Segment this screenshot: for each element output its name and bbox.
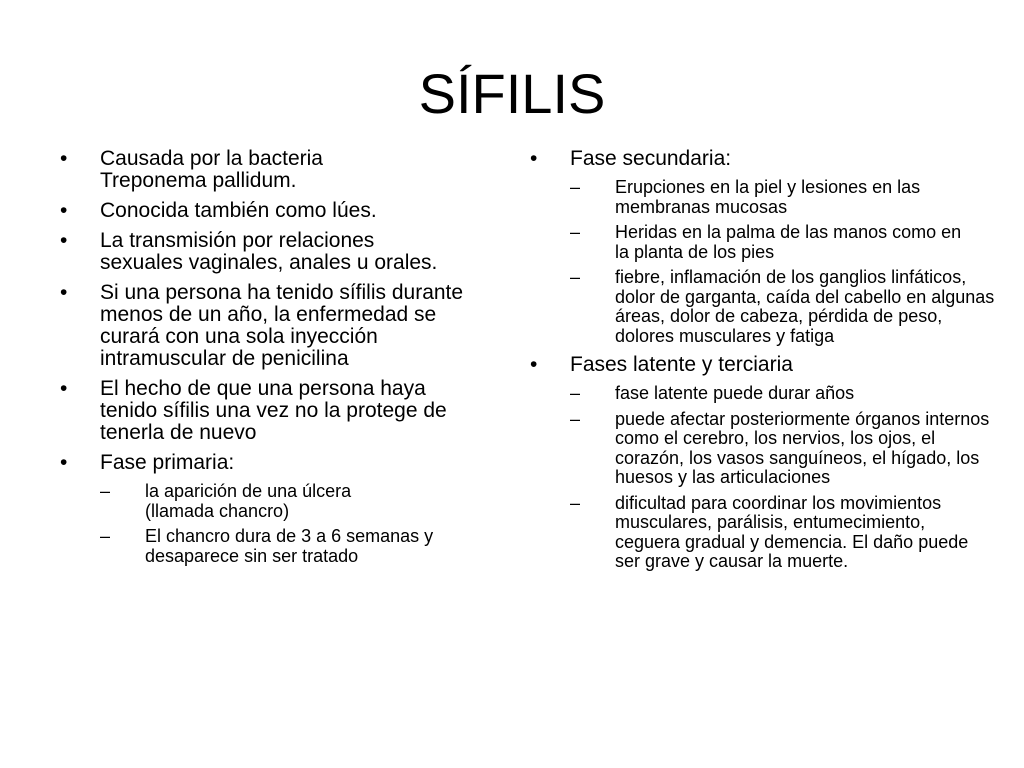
sublist-item-text: El chancro dura de 3 a 6 semanas y desaparece sin ser tratado xyxy=(145,526,434,566)
sublist-item-text: dificultad para coordinar los movimientos musculares, parálisis, entumecimiento, ceguera gradual y demencia. El daño puede ser grave y causar la muerte. xyxy=(615,492,969,571)
list-item-text: Si una persona ha tenido sífilis durante menos de un año, la enfermedad se curará con una sola inyección intramuscular de penicilina xyxy=(100,281,464,370)
list-item xyxy=(60,282,470,370)
list-item-text: Causada por la bacteria Treponema pallidum. xyxy=(100,147,323,192)
dash-icon: – xyxy=(570,383,581,403)
list-item xyxy=(530,148,1010,346)
sublist-item xyxy=(570,384,975,404)
sublist xyxy=(570,384,1010,572)
left-column-list xyxy=(60,148,500,574)
bullet-icon: • xyxy=(530,353,538,376)
list-item-text: La transmisión por relaciones sexuales vaginales, anales u orales. xyxy=(100,229,438,274)
list-item-text: Fases latente y terciaria xyxy=(570,353,793,376)
sublist-item xyxy=(100,482,415,521)
list-item-text: Fase secundaria: xyxy=(570,147,732,170)
sublist-item-text: puede afectar posteriormente órganos internos como el cerebro, los nervios, los ojos, el corazón, los vasos sanguíneos, el hígado, los huesos y las articulaciones xyxy=(615,408,990,487)
bullet-icon: • xyxy=(530,147,538,170)
sublist-item xyxy=(100,527,505,566)
sublist-item-text: Erupciones en la piel y lesiones en las membranas mucosas xyxy=(615,177,921,217)
sublist-item xyxy=(570,410,995,488)
list-item xyxy=(60,230,450,274)
list-item xyxy=(60,148,400,192)
sublist-item-text: fase latente puede durar años xyxy=(615,383,855,403)
sublist-item-text: la aparición de una úlcera (llamada chancro) xyxy=(145,481,352,521)
dash-icon: – xyxy=(100,481,111,501)
sublist-item xyxy=(570,494,985,572)
list-item xyxy=(60,378,470,444)
dash-icon: – xyxy=(100,526,111,546)
list-item-text: Fase primaria: xyxy=(100,451,235,474)
dash-icon: – xyxy=(570,222,581,242)
sublist xyxy=(570,178,1010,346)
dash-icon: – xyxy=(570,177,581,197)
dash-icon: – xyxy=(570,408,581,429)
bullet-icon: • xyxy=(60,451,68,474)
dash-icon: – xyxy=(570,492,581,513)
sublist-item xyxy=(570,178,955,217)
list-item xyxy=(530,354,1010,572)
list-item xyxy=(60,452,500,566)
sublist-item xyxy=(570,223,975,262)
sublist-item-text: Heridas en la palma de las manos como en la planta de los pies xyxy=(615,222,962,262)
slide-title: SÍFILIS xyxy=(418,62,606,125)
sublist-item-text: fiebre, inflamación de los ganglios linfáticos, dolor de garganta, caída del cabello en algunas áreas, dolor de cabeza, pérdida de peso, dolores musculares y fatiga xyxy=(615,267,995,346)
bullet-icon: • xyxy=(60,281,68,304)
bullet-icon: • xyxy=(60,229,68,252)
dash-icon: – xyxy=(570,267,581,287)
list-item-text: El hecho de que una persona haya tenido sífilis una vez no la protege de tenerla de nuevo xyxy=(100,377,447,444)
right-column-list xyxy=(530,147,995,580)
bullet-icon: • xyxy=(60,147,68,170)
list-item xyxy=(60,200,500,222)
list-item-text: Conocida también como lúes. xyxy=(100,199,377,222)
sublist xyxy=(100,482,500,566)
sublist-item xyxy=(570,268,995,346)
bullet-icon: • xyxy=(60,377,68,400)
bullet-icon: • xyxy=(60,199,68,222)
